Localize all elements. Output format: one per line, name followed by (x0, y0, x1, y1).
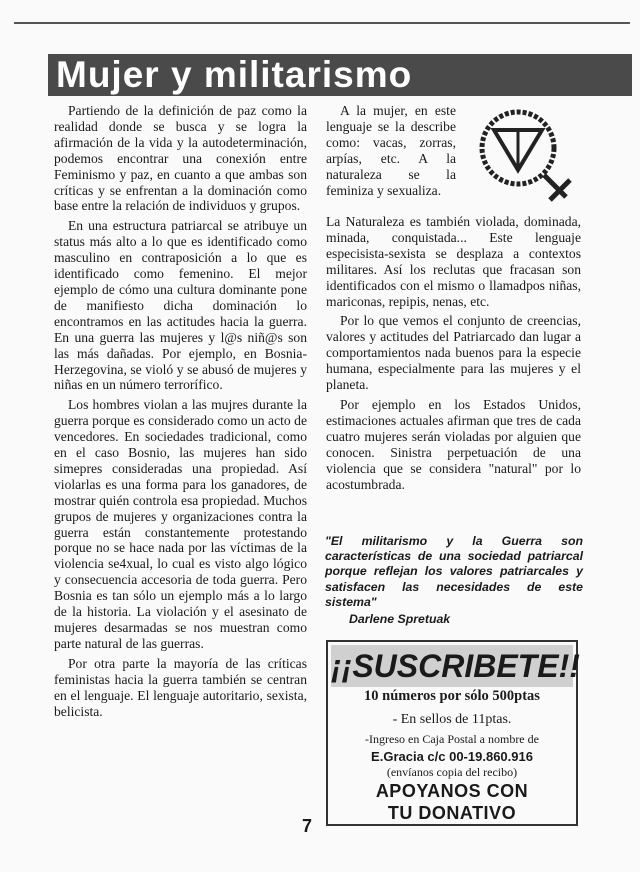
quote-author: Darlene Spretuak (349, 612, 451, 627)
subscribe-receipt: (envíanos copia del recibo) (386, 765, 518, 779)
paragraph: Partiendo de la definición de paz como la realidad donde se busca y se logra la afirmación de la vida y la autodeterminación, podemos encontrar una conexión entre Feminismo y paz, en cuanto a que ambas son críticas y se enfrentan a la dominación como base entre la relación de individuos y grupos. (54, 103, 307, 214)
paragraph: En una estructura patriarcal se atribuye un status más alto a lo que es identificado como masculino en contraposición a lo que es identificado como femenino. El mejor ejemplo de cómo una cultura dominante pone de manifiesto dicha dominación lo encontramos en las actitudes hacia la guerra. En una guerra las mujeres y l@s niñ@s son las más dañadas. Por ejemplo, en Bosnia-Herzegovina, se violó y se abusó de mujeres y niñas en un número terrorífico. (54, 218, 307, 393)
subscribe-box (326, 640, 578, 826)
quote-text: "El militarismo y la Guerra son características de una sociedad patriarcal porque reflejan los valores patriarcales y satisfacen las necesidades de este sistema" (325, 534, 583, 609)
paragraph: Por otra parte la mayoría de las críticas feministas hacia la guerra también se centran en el lenguaje. El lenguaje autoritario, sexista, belicista. (54, 655, 307, 719)
pull-quote (325, 534, 583, 627)
right-column (326, 214, 581, 492)
article-title: Mujer y militarismo (48, 54, 632, 96)
donate-line-1: APOYANOS CON (375, 781, 529, 801)
subscribe-deposit: -Ingreso en Caja Postal a nombre de (365, 732, 539, 746)
venus-peace-symbol-icon (464, 100, 584, 215)
subscribe-heading: ¡¡SUSCRIBETE!! (331, 645, 573, 687)
donate-line-2: TU DONATIVO (387, 803, 517, 823)
subscribe-account: E.Gracia c/c 00-19.860.916 (371, 749, 533, 764)
paragraph: Por ejemplo en los Estados Unidos, estimaciones actuales afirman que tres de cada cuatro mujeres serán violadas por alguien que conocen. Sinistra perpetuación de una violencia que se considera "natural" por lo acostumbrada. (326, 396, 581, 492)
right-column-intro (326, 103, 456, 198)
paragraph: Los hombres violan a las mujres durante la guerra porque es considerado como un acto de vencedores. En sociedades tradicional, como en el caso Bosnio, las mujeres han sido simepres consideradas una propiedad. Así violarlas es una forma para los ganadores, de mostrar quién controla esa propiedad. Muchos grupos de mujeres y organizaciones contra la guerra están constantemente protestando porque no se hace nada por las víctimas de la violencia se4xual, lo cual es visto algo lógico y consecuencia accesoria de toda guerra. Pero Bosnia es tan sólo un ejemplo más a lo largo de la historia. La violación y el asesinato de mujeres desarmadas se nos muestran como parte natural de las guerras. (54, 397, 307, 651)
left-column (54, 103, 307, 719)
paragraph: A la mujer, en este lenguaje se la describe como: vacas, zorras, arpías, etc. A la naturaleza se la feminiza y sexualiza. (326, 103, 456, 198)
subscribe-offer: 10 números por sólo 500ptas (364, 688, 540, 704)
top-rule (14, 22, 630, 24)
paragraph: La Naturaleza es también violada, dominada, minada, conquistada... Este lenguaje especisista-sexista se desplaza a contextos militares. Así los reclutas que fracasan son identificados con el mismo o llamadpos niñas, mariconas, repipis, nenas, etc. (326, 214, 581, 309)
page-number: 7 (302, 816, 313, 836)
paragraph: Por lo que vemos el conjunto de creencias, valores y actitudes del Patriarcado dan lugar a comportamientos nada buenos para la especie humana, especialmente para las mujeres y el planeta. (326, 313, 581, 393)
subscribe-stamps: - En sellos de 11ptas. (392, 712, 512, 727)
